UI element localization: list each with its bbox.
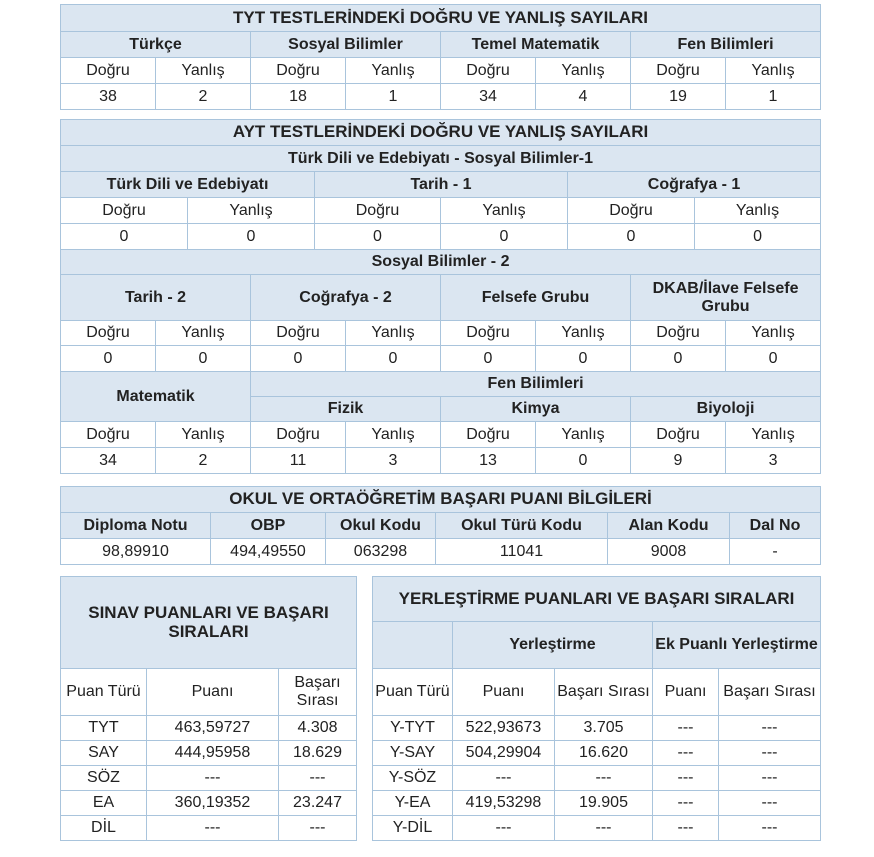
ayt-subject-felsefe: Felsefe Grubu [441,275,631,321]
yanlis-value: 2 [156,448,251,474]
ayt-subject-tarih1: Tarih - 1 [315,172,568,198]
ek-sira-value: --- [719,766,821,791]
ayt-group2-title: Sosyal Bilimler - 2 [61,250,821,275]
yanlis-value: 1 [726,84,821,110]
yanlis-header: Yanlış [346,422,441,448]
yanlis-value: 0 [536,346,631,372]
yanlis-header: Yanlış [156,58,251,84]
yanlis-header: Yanlış [536,58,631,84]
okul-table [60,486,821,565]
ek-puan-value: --- [653,816,719,841]
sira-value: 19.905 [555,791,653,816]
yanlis-value: 0 [726,346,821,372]
okul-kodu-header: Okul Kodu [326,513,436,539]
puani-header: Puanı [453,669,555,716]
ayt-table-2 [60,249,821,474]
yanlis-header: Yanlış [726,422,821,448]
yerlestirme-table [372,576,821,841]
ek-puan-value: --- [653,791,719,816]
dogru-header: Doğru [315,198,441,224]
dogru-value: 0 [631,346,726,372]
yerlestirme-corner [373,622,453,669]
ek-puani-header: Puanı [653,669,719,716]
dogru-header: Doğru [631,321,726,346]
dal-no-header: Dal No [730,513,821,539]
dogru-value: 19 [631,84,726,110]
yanlis-header: Yanlış [346,321,441,346]
okul-title: OKUL VE ORTAÖĞRETİM BAŞARI PUANI BİLGİLERİ [61,487,821,513]
puan-value: 419,53298 [453,791,555,816]
sinav-table [60,576,357,841]
okul-turu-kodu-value: 11041 [436,539,608,565]
dal-no-value: - [730,539,821,565]
basari-sirasi-header: Başarı Sırası [279,669,357,716]
ayt-table [60,119,821,250]
dogru-value: 0 [441,346,536,372]
okul-kodu-value: 063298 [326,539,436,565]
ek-sira-value: --- [719,741,821,766]
puan-turu-value: Y-DİL [373,816,453,841]
puan-value: --- [147,816,279,841]
puan-turu-header: Puan Türü [373,669,453,716]
ayt-subject-edebiyat: Türk Dili ve Edebiyatı [61,172,315,198]
dogru-header: Doğru [631,422,726,448]
dogru-value: 0 [568,224,695,250]
ek-puan-value: --- [653,716,719,741]
ayt-subject-kimya: Kimya [441,397,631,422]
sira-value: 23.247 [279,791,357,816]
yerlestirme-group-header: Yerleştirme [453,622,653,669]
yanlis-header: Yanlış [156,321,251,346]
dogru-value: 9 [631,448,726,474]
dogru-header: Doğru [61,58,156,84]
yanlis-value: 3 [346,448,441,474]
yanlis-header: Yanlış [346,58,441,84]
sira-value: 4.308 [279,716,357,741]
puan-value: --- [453,766,555,791]
dogru-value: 11 [251,448,346,474]
dogru-header: Doğru [61,198,188,224]
puan-turu-value: DİL [61,816,147,841]
sinav-title: SINAV PUANLARI VE BAŞARI SIRALARI [61,577,357,669]
tyt-title: TYT TESTLERİNDEKİ DOĞRU VE YANLIŞ SAYILARI [61,5,821,32]
sira-value: 3.705 [555,716,653,741]
ek-puan-value: --- [653,766,719,791]
alan-kodu-header: Alan Kodu [608,513,730,539]
dogru-header: Doğru [251,58,346,84]
ayt-subject-cografya1: Coğrafya - 1 [568,172,821,198]
dogru-header: Doğru [631,58,726,84]
sira-value: 18.629 [279,741,357,766]
dogru-value: 38 [61,84,156,110]
ayt-subject-cografya2: Coğrafya - 2 [251,275,441,321]
diploma-notu-value: 98,89910 [61,539,211,565]
puan-turu-value: Y-SÖZ [373,766,453,791]
yanlis-value: 0 [441,224,568,250]
yanlis-value: 2 [156,84,251,110]
yanlis-header: Yanlış [441,198,568,224]
ayt-fen-title: Fen Bilimleri [251,372,821,397]
yanlis-header: Yanlış [536,422,631,448]
obp-value: 494,49550 [211,539,326,565]
sira-value: 16.620 [555,741,653,766]
puan-turu-value: SÖZ [61,766,147,791]
puan-value: 522,93673 [453,716,555,741]
tyt-subject-matematik: Temel Matematik [441,32,631,58]
ayt-title: AYT TESTLERİNDEKİ DOĞRU VE YANLIŞ SAYILARI [61,120,821,146]
dogru-value: 0 [61,346,156,372]
puan-value: 463,59727 [147,716,279,741]
dogru-header: Doğru [61,422,156,448]
yanlis-value: 1 [346,84,441,110]
sira-value: --- [279,766,357,791]
obp-header: OBP [211,513,326,539]
puan-turu-value: Y-SAY [373,741,453,766]
yanlis-header: Yanlış [536,321,631,346]
puan-value: --- [147,766,279,791]
ayt-subject-dkab: DKAB/İlave Felsefe Grubu [631,275,821,321]
yanlis-header: Yanlış [726,321,821,346]
yanlis-value: 3 [726,448,821,474]
puan-value: 360,19352 [147,791,279,816]
sira-value: --- [555,766,653,791]
puan-turu-value: EA [61,791,147,816]
ek-puan-value: --- [653,741,719,766]
ek-sira-value: --- [719,716,821,741]
puan-value: 444,95958 [147,741,279,766]
dogru-value: 18 [251,84,346,110]
yerlestirme-title: YERLEŞTİRME PUANLARI VE BAŞARI SIRALARI [373,577,821,622]
dogru-header: Doğru [251,321,346,346]
puan-value: --- [453,816,555,841]
puan-turu-header: Puan Türü [61,669,147,716]
ayt-subject-tarih2: Tarih - 2 [61,275,251,321]
dogru-value: 13 [441,448,536,474]
ek-puanli-group-header: Ek Puanlı Yerleştirme [653,622,821,669]
yanlis-value: 0 [695,224,821,250]
dogru-value: 0 [315,224,441,250]
ayt-subject-biyoloji: Biyoloji [631,397,821,422]
tyt-subject-fen: Fen Bilimleri [631,32,821,58]
basari-sirasi-header: Başarı Sırası [555,669,653,716]
yanlis-header: Yanlış [188,198,315,224]
ayt-subject-matematik: Matematik [61,372,251,422]
alan-kodu-value: 9008 [608,539,730,565]
yanlis-header: Yanlış [156,422,251,448]
dogru-value: 0 [61,224,188,250]
ayt-group1-title: Türk Dili ve Edebiyatı - Sosyal Bilimler-1 [61,146,821,172]
sira-value: --- [279,816,357,841]
dogru-value: 34 [61,448,156,474]
dogru-header: Doğru [568,198,695,224]
yanlis-value: 0 [156,346,251,372]
puan-turu-value: TYT [61,716,147,741]
dogru-value: 34 [441,84,536,110]
puan-turu-value: Y-TYT [373,716,453,741]
yanlis-value: 0 [536,448,631,474]
ek-basari-sirasi-header: Başarı Sırası [719,669,821,716]
tyt-subject-turkce: Türkçe [61,32,251,58]
ek-sira-value: --- [719,816,821,841]
puan-value: 504,29904 [453,741,555,766]
dogru-header: Doğru [441,58,536,84]
puani-header: Puanı [147,669,279,716]
ek-sira-value: --- [719,791,821,816]
tyt-subject-sosyal: Sosyal Bilimler [251,32,441,58]
yanlis-value: 0 [346,346,441,372]
puan-turu-value: SAY [61,741,147,766]
dogru-header: Doğru [441,321,536,346]
tyt-table [60,4,821,110]
dogru-header: Doğru [61,321,156,346]
dogru-header: Doğru [251,422,346,448]
yanlis-header: Yanlış [695,198,821,224]
puan-turu-value: Y-EA [373,791,453,816]
yanlis-value: 4 [536,84,631,110]
dogru-header: Doğru [441,422,536,448]
okul-turu-kodu-header: Okul Türü Kodu [436,513,608,539]
diploma-notu-header: Diploma Notu [61,513,211,539]
sira-value: --- [555,816,653,841]
yanlis-value: 0 [188,224,315,250]
dogru-value: 0 [251,346,346,372]
ayt-subject-fizik: Fizik [251,397,441,422]
yanlis-header: Yanlış [726,58,821,84]
